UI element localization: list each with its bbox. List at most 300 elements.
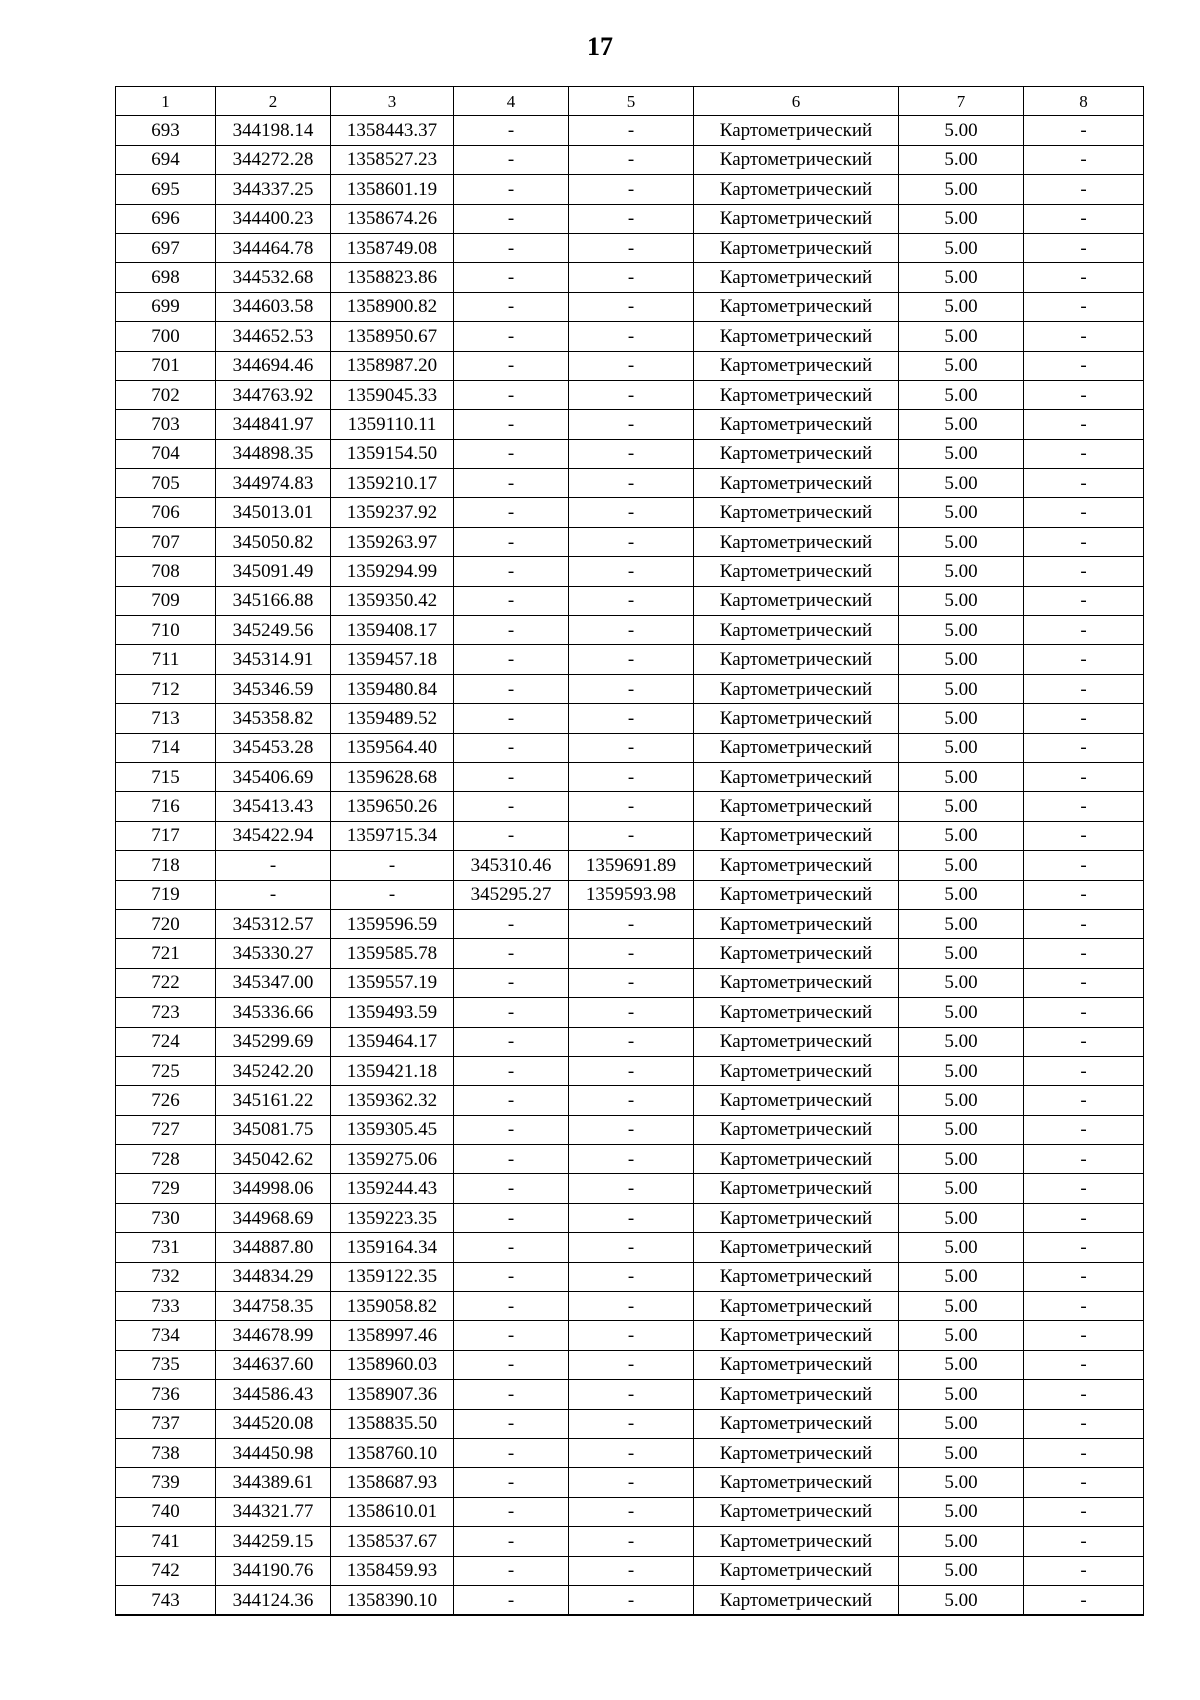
table-cell: 344834.29 <box>216 1262 331 1291</box>
table-cell: 5.00 <box>899 939 1024 968</box>
table-cell: 5.00 <box>899 1086 1024 1115</box>
table-cell: - <box>1024 1145 1144 1174</box>
table-cell: 345358.82 <box>216 704 331 733</box>
table-cell: - <box>569 616 694 645</box>
table-cell: Картометрический <box>694 557 899 586</box>
table-cell: Картометрический <box>694 116 899 145</box>
table-cell: 1359691.89 <box>569 851 694 880</box>
table-cell: - <box>1024 351 1144 380</box>
table-cell: 345336.66 <box>216 998 331 1027</box>
table-cell: - <box>454 557 569 586</box>
table-cell: 5.00 <box>899 645 1024 674</box>
table-cell: - <box>569 939 694 968</box>
table-cell: - <box>454 645 569 674</box>
table-row <box>116 1056 1144 1085</box>
table-cell: 713 <box>116 704 216 733</box>
table-cell: - <box>569 909 694 938</box>
table-cell: - <box>1024 145 1144 174</box>
table-header-row <box>116 87 1144 116</box>
table-cell: 716 <box>116 792 216 821</box>
table-cell: 5.00 <box>899 1145 1024 1174</box>
table-cell: Картометрический <box>694 263 899 292</box>
table-cell: - <box>569 762 694 791</box>
table-row <box>116 527 1144 556</box>
table-cell: 1358610.01 <box>331 1497 454 1526</box>
table-cell: 5.00 <box>899 1262 1024 1291</box>
table-row <box>116 968 1144 997</box>
table-row <box>116 1527 1144 1556</box>
table-cell: 696 <box>116 204 216 233</box>
table-cell: 695 <box>116 175 216 204</box>
table-cell: - <box>569 145 694 174</box>
table-cell: 726 <box>116 1086 216 1115</box>
table-cell: Картометрический <box>694 851 899 880</box>
table-cell: 344400.23 <box>216 204 331 233</box>
table-row <box>116 1468 1144 1497</box>
table-cell: 697 <box>116 233 216 262</box>
table-cell: 737 <box>116 1409 216 1438</box>
table-cell: - <box>454 233 569 262</box>
table-cell: 710 <box>116 616 216 645</box>
table-cell: 1359650.26 <box>331 792 454 821</box>
table-cell: 344586.43 <box>216 1380 331 1409</box>
table-cell: 1359275.06 <box>331 1145 454 1174</box>
table-cell: - <box>569 498 694 527</box>
table-cell: 722 <box>116 968 216 997</box>
table-cell: Картометрический <box>694 968 899 997</box>
table-cell: 5.00 <box>899 439 1024 468</box>
table-cell: Картометрический <box>694 1585 899 1615</box>
table-cell: 1359715.34 <box>331 821 454 850</box>
table-cell: 5.00 <box>899 704 1024 733</box>
table-cell: - <box>1024 263 1144 292</box>
table-cell: 5.00 <box>899 792 1024 821</box>
table-cell: 344603.58 <box>216 292 331 321</box>
table-row <box>116 821 1144 850</box>
table-row <box>116 1321 1144 1350</box>
table-cell: 743 <box>116 1585 216 1615</box>
table-cell: - <box>216 851 331 880</box>
table-cell: Картометрический <box>694 704 899 733</box>
table-cell: - <box>1024 292 1144 321</box>
table-cell: 1359223.35 <box>331 1203 454 1232</box>
table-cell: - <box>569 1497 694 1526</box>
table-cell: - <box>1024 939 1144 968</box>
table-row <box>116 1027 1144 1056</box>
table-cell: - <box>454 527 569 556</box>
table-cell: 1359593.98 <box>569 880 694 909</box>
table-cell: 1359110.11 <box>331 410 454 439</box>
table-row <box>116 351 1144 380</box>
table-cell: - <box>569 439 694 468</box>
table-cell: - <box>1024 1086 1144 1115</box>
table-cell: - <box>569 1262 694 1291</box>
table-row <box>116 145 1144 174</box>
table-cell: - <box>1024 498 1144 527</box>
table-cell: - <box>454 1086 569 1115</box>
table-cell: - <box>454 1174 569 1203</box>
table-cell: - <box>569 1556 694 1585</box>
table-cell: - <box>454 322 569 351</box>
table-cell: Картометрический <box>694 322 899 351</box>
table-cell: Картометрический <box>694 351 899 380</box>
table-cell: 1359350.42 <box>331 586 454 615</box>
table-cell: 5.00 <box>899 616 1024 645</box>
table-cell: - <box>569 1174 694 1203</box>
table-row <box>116 586 1144 615</box>
table-row <box>116 1145 1144 1174</box>
table-cell: 1358443.37 <box>331 116 454 145</box>
table-cell: - <box>454 733 569 762</box>
table-row <box>116 880 1144 909</box>
table-cell: 5.00 <box>899 733 1024 762</box>
table-row <box>116 557 1144 586</box>
table-cell: - <box>454 204 569 233</box>
table-cell: Картометрический <box>694 792 899 821</box>
table-cell: 700 <box>116 322 216 351</box>
table-cell: - <box>454 380 569 409</box>
table-cell: 5.00 <box>899 175 1024 204</box>
table-cell: - <box>454 1350 569 1379</box>
table-cell: - <box>1024 645 1144 674</box>
table-cell: Картометрический <box>694 292 899 321</box>
table-cell: - <box>569 1380 694 1409</box>
table-cell: - <box>1024 1438 1144 1467</box>
table-cell: - <box>569 292 694 321</box>
table-cell: Картометрический <box>694 762 899 791</box>
table-cell: - <box>454 498 569 527</box>
table-cell: 1359564.40 <box>331 733 454 762</box>
table-cell: 704 <box>116 439 216 468</box>
table-cell: Картометрический <box>694 1174 899 1203</box>
table-cell: 1359244.43 <box>331 1174 454 1203</box>
column-header-4: 4 <box>454 87 569 116</box>
table-cell: 344974.83 <box>216 469 331 498</box>
table-cell: - <box>1024 204 1144 233</box>
table-cell: 1358987.20 <box>331 351 454 380</box>
table-row <box>116 1115 1144 1144</box>
table-cell: Картометрический <box>694 1556 899 1585</box>
table-row <box>116 762 1144 791</box>
table-cell: 698 <box>116 263 216 292</box>
table-cell: - <box>569 380 694 409</box>
table-cell: 736 <box>116 1380 216 1409</box>
table-cell: - <box>569 968 694 997</box>
table-row <box>116 909 1144 938</box>
table-cell: Картометрический <box>694 1497 899 1526</box>
table-cell: Картометрический <box>694 1350 899 1379</box>
table-cell: - <box>569 175 694 204</box>
table-cell: - <box>569 557 694 586</box>
table-row <box>116 1203 1144 1232</box>
table-cell: - <box>331 851 454 880</box>
table-cell: 344321.77 <box>216 1497 331 1526</box>
table-cell: Картометрический <box>694 1468 899 1497</box>
table-cell: 345013.01 <box>216 498 331 527</box>
table-cell: - <box>1024 1585 1144 1615</box>
table-cell: - <box>1024 851 1144 880</box>
table-cell: 344520.08 <box>216 1409 331 1438</box>
table-cell: - <box>454 1585 569 1615</box>
table-cell: 738 <box>116 1438 216 1467</box>
table-cell: - <box>1024 909 1144 938</box>
table-cell: 5.00 <box>899 1115 1024 1144</box>
table-cell: - <box>454 439 569 468</box>
table-cell: Картометрический <box>694 998 899 1027</box>
table-cell: - <box>1024 116 1144 145</box>
table-cell: 5.00 <box>899 1527 1024 1556</box>
table-cell: 1358527.23 <box>331 145 454 174</box>
table-cell: 714 <box>116 733 216 762</box>
table-cell: Картометрический <box>694 1292 899 1321</box>
table-cell: - <box>454 939 569 968</box>
table-cell: 344694.46 <box>216 351 331 380</box>
table-cell: - <box>454 1468 569 1497</box>
table-cell: Картометрический <box>694 380 899 409</box>
table-cell: 345299.69 <box>216 1027 331 1056</box>
table-row <box>116 851 1144 880</box>
column-header-8: 8 <box>1024 87 1144 116</box>
table-cell: 1359045.33 <box>331 380 454 409</box>
page-number: 17 <box>587 32 613 61</box>
table-cell: 1359557.19 <box>331 968 454 997</box>
table-cell: 717 <box>116 821 216 850</box>
table-row <box>116 292 1144 321</box>
table-cell: - <box>1024 704 1144 733</box>
table-cell: 1359263.97 <box>331 527 454 556</box>
table-row <box>116 792 1144 821</box>
table-cell: - <box>569 1056 694 1085</box>
table-cell: 345081.75 <box>216 1115 331 1144</box>
table-cell: - <box>569 586 694 615</box>
table-cell: 344450.98 <box>216 1438 331 1467</box>
table-cell: - <box>1024 792 1144 821</box>
table-cell: 742 <box>116 1556 216 1585</box>
table-cell: Картометрический <box>694 1145 899 1174</box>
table-cell: 345346.59 <box>216 674 331 703</box>
table-cell: - <box>1024 1527 1144 1556</box>
table-cell: - <box>1024 1350 1144 1379</box>
table-cell: 345166.88 <box>216 586 331 615</box>
table-cell: - <box>216 880 331 909</box>
table-cell: 1358749.08 <box>331 233 454 262</box>
table-row <box>116 1409 1144 1438</box>
table-cell: - <box>1024 616 1144 645</box>
table-cell: - <box>569 704 694 733</box>
table-cell: 1359058.82 <box>331 1292 454 1321</box>
table-cell: - <box>454 674 569 703</box>
table-cell: 5.00 <box>899 469 1024 498</box>
table-cell: - <box>1024 439 1144 468</box>
table-row <box>116 498 1144 527</box>
table-cell: - <box>454 1409 569 1438</box>
table-cell: 707 <box>116 527 216 556</box>
table-cell: Картометрический <box>694 939 899 968</box>
table-cell: 344841.97 <box>216 410 331 439</box>
table-cell: - <box>1024 233 1144 262</box>
table-cell: 1359596.59 <box>331 909 454 938</box>
table-cell: 1359457.18 <box>331 645 454 674</box>
table-cell: 740 <box>116 1497 216 1526</box>
table-cell: 344190.76 <box>216 1556 331 1585</box>
table-cell: 5.00 <box>899 1585 1024 1615</box>
table-cell: 5.00 <box>899 851 1024 880</box>
table-cell: 5.00 <box>899 1409 1024 1438</box>
table-cell: - <box>1024 1321 1144 1350</box>
table-cell: - <box>1024 1203 1144 1232</box>
table-cell: Картометрический <box>694 469 899 498</box>
table-cell: Картометрический <box>694 175 899 204</box>
table-cell: - <box>1024 1233 1144 1262</box>
table-cell: 1359489.52 <box>331 704 454 733</box>
table-cell: 5.00 <box>899 292 1024 321</box>
table-row <box>116 233 1144 262</box>
table-cell: - <box>1024 586 1144 615</box>
table-cell: Картометрический <box>694 1056 899 1085</box>
table-cell: 5.00 <box>899 880 1024 909</box>
table-cell: 1359628.68 <box>331 762 454 791</box>
column-header-2: 2 <box>216 87 331 116</box>
table-cell: 344637.60 <box>216 1350 331 1379</box>
table-cell: - <box>569 821 694 850</box>
table-cell: 345050.82 <box>216 527 331 556</box>
table-cell: 721 <box>116 939 216 968</box>
table-cell: 1358537.67 <box>331 1527 454 1556</box>
table-cell: 5.00 <box>899 145 1024 174</box>
table-cell: - <box>1024 557 1144 586</box>
table-cell: 1358950.67 <box>331 322 454 351</box>
table-cell: 1359294.99 <box>331 557 454 586</box>
table-cell: 1359464.17 <box>331 1027 454 1056</box>
table-cell: - <box>569 1086 694 1115</box>
table-row <box>116 1438 1144 1467</box>
table-row <box>116 939 1144 968</box>
table-cell: - <box>1024 821 1144 850</box>
table-cell: 1359122.35 <box>331 1262 454 1291</box>
table-cell: 344464.78 <box>216 233 331 262</box>
table-row <box>116 1585 1144 1615</box>
table-cell: 5.00 <box>899 1380 1024 1409</box>
table-cell: 724 <box>116 1027 216 1056</box>
table-cell: 706 <box>116 498 216 527</box>
table-cell: 739 <box>116 1468 216 1497</box>
table-cell: 5.00 <box>899 233 1024 262</box>
table-cell: Картометрический <box>694 498 899 527</box>
table-row <box>116 1086 1144 1115</box>
table-cell: - <box>569 1203 694 1232</box>
table-cell: Картометрический <box>694 645 899 674</box>
table-cell: - <box>569 998 694 1027</box>
table-cell: Картометрический <box>694 439 899 468</box>
table-cell: - <box>454 1438 569 1467</box>
table-cell: - <box>569 116 694 145</box>
table-row <box>116 1380 1144 1409</box>
table-row <box>116 1292 1144 1321</box>
table-cell: 701 <box>116 351 216 380</box>
table-row <box>116 322 1144 351</box>
table-cell: 5.00 <box>899 1321 1024 1350</box>
table-cell: 5.00 <box>899 116 1024 145</box>
table-cell: 5.00 <box>899 762 1024 791</box>
table-cell: 1358907.36 <box>331 1380 454 1409</box>
table-cell: 5.00 <box>899 1027 1024 1056</box>
table-cell: - <box>1024 998 1144 1027</box>
table-cell: 1359585.78 <box>331 939 454 968</box>
table-cell: Картометрический <box>694 616 899 645</box>
table-cell: 345406.69 <box>216 762 331 791</box>
table-cell: 5.00 <box>899 1203 1024 1232</box>
table-cell: - <box>454 1497 569 1526</box>
table-cell: - <box>569 645 694 674</box>
table-cell: - <box>454 1292 569 1321</box>
column-header-1: 1 <box>116 87 216 116</box>
table-cell: - <box>454 1145 569 1174</box>
table-cell: 1359210.17 <box>331 469 454 498</box>
table-cell: - <box>454 175 569 204</box>
table-cell: 699 <box>116 292 216 321</box>
table-cell: Картометрический <box>694 1321 899 1350</box>
table-cell: - <box>1024 1468 1144 1497</box>
table-cell: - <box>454 292 569 321</box>
table-row <box>116 116 1144 145</box>
table-cell: Картометрический <box>694 821 899 850</box>
table-cell: 694 <box>116 145 216 174</box>
table-cell: Картометрический <box>694 1438 899 1467</box>
table-cell: 5.00 <box>899 322 1024 351</box>
table-row <box>116 733 1144 762</box>
table-cell: 727 <box>116 1115 216 1144</box>
table-row <box>116 469 1144 498</box>
table-cell: Картометрический <box>694 674 899 703</box>
table-cell: 1359421.18 <box>331 1056 454 1085</box>
table-cell: 344198.14 <box>216 116 331 145</box>
table-row <box>116 380 1144 409</box>
table-cell: 1358823.86 <box>331 263 454 292</box>
table-cell: 5.00 <box>899 821 1024 850</box>
table-cell: 723 <box>116 998 216 1027</box>
table-cell: Картометрический <box>694 1115 899 1144</box>
table-cell: - <box>1024 175 1144 204</box>
table-cell: - <box>454 351 569 380</box>
table-cell: - <box>569 1027 694 1056</box>
table-cell: 1359237.92 <box>331 498 454 527</box>
table-row <box>116 410 1144 439</box>
table-cell: - <box>569 1233 694 1262</box>
table-cell: 719 <box>116 880 216 909</box>
table-cell: - <box>1024 322 1144 351</box>
table-cell: 741 <box>116 1527 216 1556</box>
table-cell: - <box>454 1321 569 1350</box>
table-cell: 344124.36 <box>216 1585 331 1615</box>
table-cell: 345091.49 <box>216 557 331 586</box>
table-cell: - <box>1024 674 1144 703</box>
column-header-6: 6 <box>694 87 899 116</box>
table-cell: 5.00 <box>899 1468 1024 1497</box>
table-cell: 345312.57 <box>216 909 331 938</box>
table-cell: 345422.94 <box>216 821 331 850</box>
table-cell: 5.00 <box>899 586 1024 615</box>
column-header-3: 3 <box>331 87 454 116</box>
table-cell: - <box>454 263 569 292</box>
table-cell: 5.00 <box>899 1292 1024 1321</box>
table-cell: 725 <box>116 1056 216 1085</box>
table-row <box>116 175 1144 204</box>
table-cell: 733 <box>116 1292 216 1321</box>
table-cell: - <box>454 909 569 938</box>
table-cell: - <box>454 586 569 615</box>
table-cell: - <box>569 322 694 351</box>
table-cell: 732 <box>116 1262 216 1291</box>
